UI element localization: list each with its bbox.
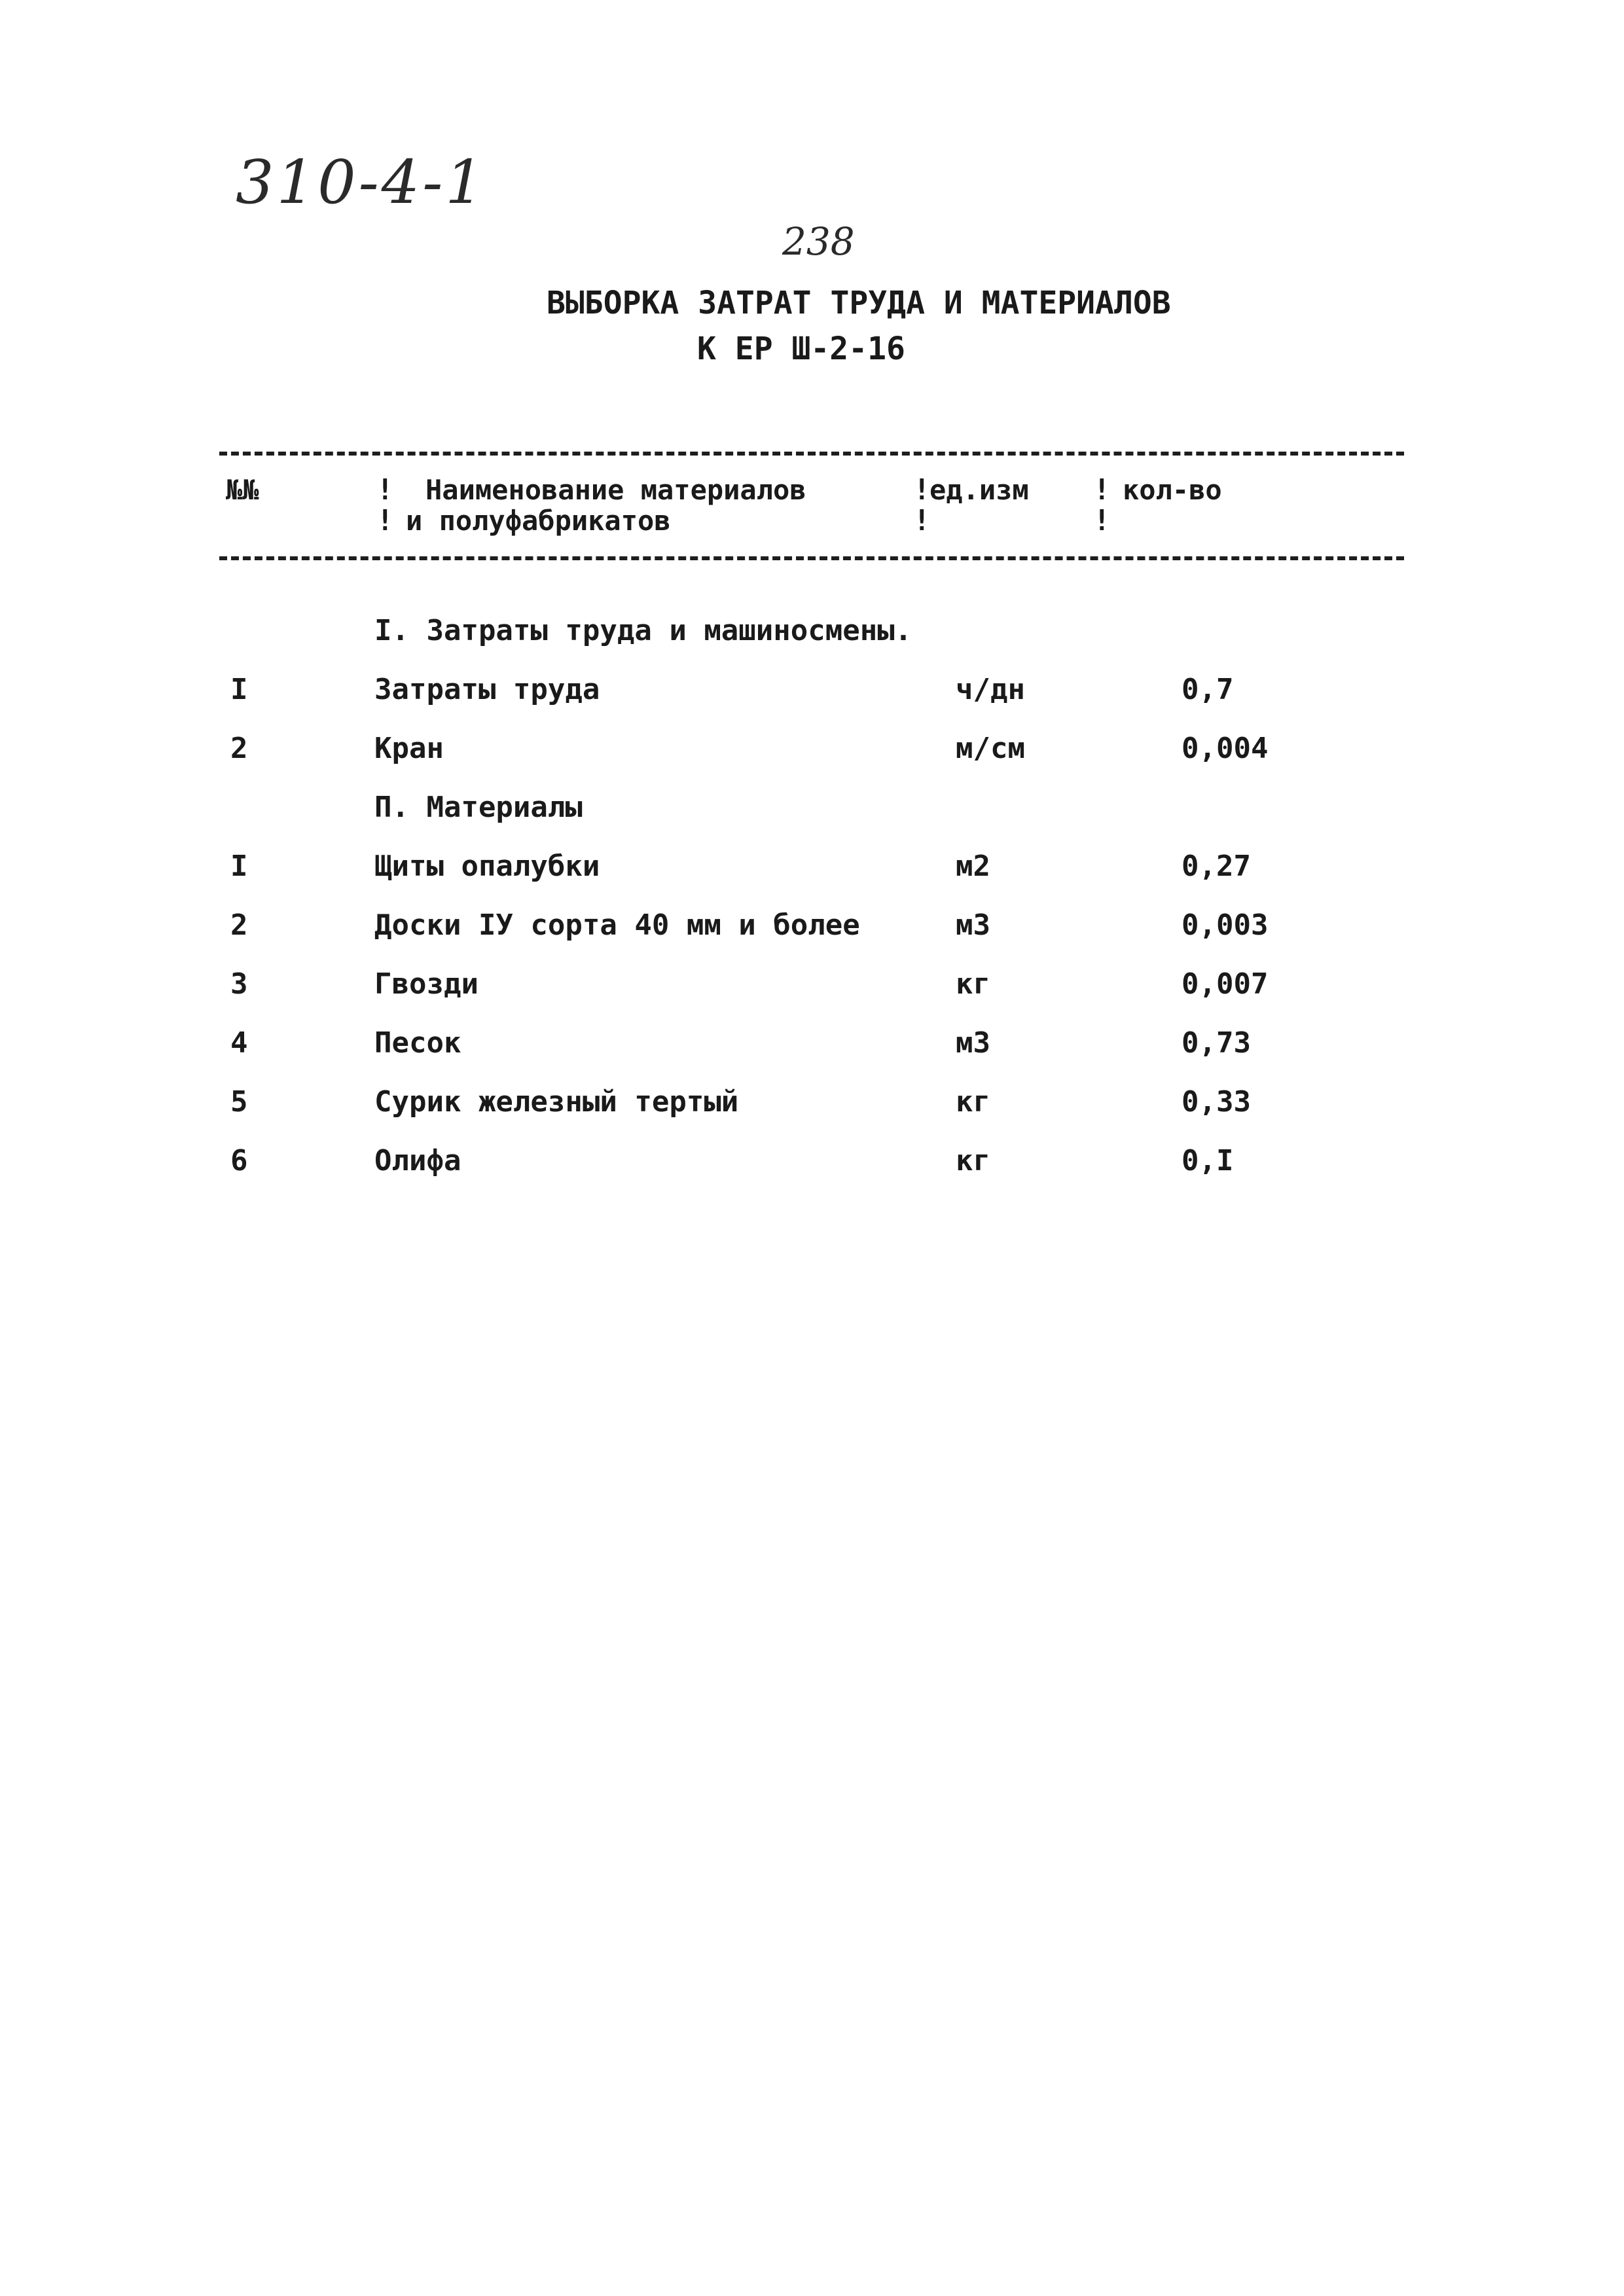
row-number: 3	[230, 967, 248, 1001]
row-unit: кг	[956, 1085, 990, 1119]
table-row	[0, 673, 1624, 719]
row-unit: м/см	[956, 732, 1025, 765]
row-name: Затраты труда	[374, 673, 600, 706]
row-quantity: 0,004	[1182, 732, 1269, 765]
row-quantity: 0,7	[1182, 673, 1234, 706]
table-row	[0, 908, 1624, 954]
row-number: 2	[230, 908, 248, 942]
row-quantity: 0,27	[1182, 850, 1251, 883]
header-unit: ед.изм	[929, 474, 1029, 506]
table-row	[0, 1144, 1624, 1190]
header-separator: !	[376, 504, 394, 537]
row-unit: м3	[956, 908, 990, 942]
row-unit: ч/дн	[956, 673, 1025, 706]
header-separator: !	[1093, 473, 1111, 507]
row-number: I	[230, 673, 248, 706]
row-number: 4	[230, 1026, 248, 1060]
document-subtitle: К ЕР Ш-2-16	[697, 331, 905, 367]
row-unit: кг	[956, 1144, 990, 1177]
table-row	[0, 732, 1624, 778]
document-code-handwritten: 310-4-1	[236, 147, 486, 217]
row-name: Песок	[374, 1026, 461, 1060]
table-header-rule	[219, 556, 1404, 560]
row-number: I	[230, 850, 248, 883]
row-number: 2	[230, 732, 248, 765]
row-quantity: 0,003	[1182, 908, 1269, 942]
table-row	[0, 1085, 1624, 1131]
header-quantity: кол-во	[1123, 474, 1222, 506]
row-unit: кг	[956, 967, 990, 1001]
row-name: Олифа	[374, 1144, 461, 1177]
header-name-line1: Наименование материалов	[425, 474, 806, 506]
page-number-handwritten: 238	[782, 219, 855, 264]
table-row	[0, 1026, 1624, 1072]
row-unit: м2	[956, 850, 990, 883]
row-name: Сурик железный тертый	[374, 1085, 739, 1119]
row-number: 5	[230, 1085, 248, 1119]
header-separator: !	[913, 473, 931, 507]
row-quantity: 0,007	[1182, 967, 1269, 1001]
row-quantity: 0,73	[1182, 1026, 1251, 1060]
header-separator: !	[1093, 504, 1111, 537]
row-name: Щиты опалубки	[374, 850, 600, 883]
row-quantity: 0,33	[1182, 1085, 1251, 1119]
table-top-rule	[219, 452, 1404, 456]
section-title: I. Затраты труда и машиносмены.	[374, 614, 912, 647]
table-row	[0, 967, 1624, 1013]
row-name: Доски IУ сорта 40 мм и более	[374, 908, 860, 942]
section-title: П. Материалы	[374, 791, 583, 824]
header-separator: !	[913, 504, 931, 537]
row-quantity: 0,I	[1182, 1144, 1234, 1177]
header-separator: !	[376, 473, 394, 507]
table-row	[0, 850, 1624, 895]
row-unit: м3	[956, 1026, 990, 1060]
row-number: 6	[230, 1144, 248, 1177]
header-name-line2: и полуфабрикатов	[406, 505, 671, 537]
row-name: Кран	[374, 732, 444, 765]
header-number: №№	[226, 474, 259, 506]
document-title: ВЫБОРКА ЗАТРАТ ТРУДА И МАТЕРИАЛОВ	[547, 285, 1171, 321]
row-name: Гвозди	[374, 967, 478, 1001]
